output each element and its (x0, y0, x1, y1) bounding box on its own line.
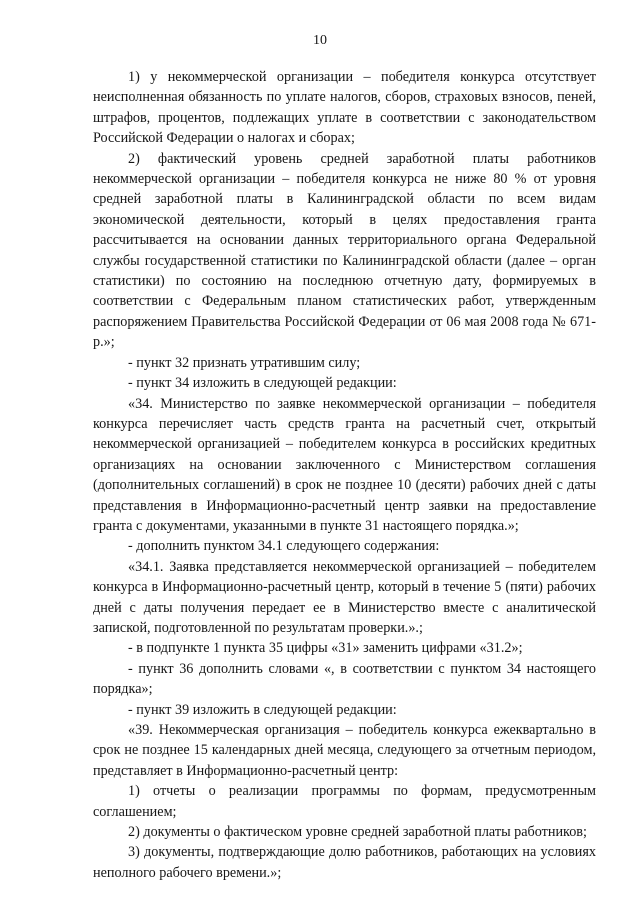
paragraph: - дополнить пунктом 34.1 следующего содержания: (128, 538, 440, 555)
page-number: 10 (313, 33, 327, 48)
paragraph: «34.1. Заявка представляется некоммерческой организацией – победителем конкурса в Информационно-расчетный центр, который в течение 5 (пяти) рабочих дней с даты получения передает ее в Министерство вместе с аналитической запиской, подготовленной по результатам проверки.».; (93, 558, 596, 636)
paragraph: 3) документы, подтверждающие долю работников, работающих на условиях неполного рабочего времени.»; (93, 844, 596, 881)
paragraph: - пункт 32 признать утратившим силу; (128, 354, 361, 371)
paragraph: - пункт 36 дополнить словами «, в соответствии с пунктом 34 настоящего порядка»; (93, 660, 596, 698)
paragraph: - пункт 34 изложить в следующей редакции: (128, 375, 397, 392)
paragraph: - пункт 39 изложить в следующей редакции: (128, 701, 397, 718)
paragraph: 1) у некоммерческой организации – победителя конкурса отсутствует неисполненная обязанность по уплате налогов, сборов, страховых взносов, пеней, штрафов, процентов, подлежащих уплате в соответствии с законодательством Российской Федерации о налогах и сборах; (93, 69, 596, 147)
paragraph: 2) фактический уровень средней заработной платы работников некоммерческой организации – победителя конкурса не ниже 80 % от уровня средней заработной платы в Калининградской области по всем видам экономической деятельности, который в целях предоставления гранта рассчитывается на основании данных территориального органа Федеральной службы государственной статистики по Калининградской области (далее – орган статистики) по состоянию на последнюю отчетную дату, формируемых в соответствии с Федеральным планом статистических работ, утвержденным распоряжением Правительства Российской Федерации от 06 мая 2008 года № 671-р.»; (93, 150, 596, 351)
paragraph: «39. Некоммерческая организация – победитель конкурса ежеквартально в срок не позднее 15 календарных дней месяца, следующего за отчетным периодом, представляет в Информационно-расчетный центр: (93, 722, 596, 779)
document-body (93, 67, 596, 883)
paragraph: 1) отчеты о реализации программы по формам, предусмотренным соглашением; (93, 783, 596, 820)
paragraph: 2) документы о фактическом уровне средней заработной платы работников; (128, 824, 587, 841)
paragraph: - в подпункте 1 пункта 35 цифры «31» заменить цифрами «31.2»; (128, 640, 523, 657)
paragraph: «34. Министерство по заявке некоммерческой организации – победителя конкурса перечисляет часть средств гранта на расчетный счет, открытый некоммерческой организацией – победителем конкурса в российских кредитных организациях на основании заключенного с Министерством соглашения (дополнительных соглашений) в срок не позднее 10 (десяти) рабочих дней с даты представления в Информационно-расчетный центр заявки на предоставление гранта с документами, указанными в пункте 31 настоящего порядка.»; (93, 395, 596, 534)
